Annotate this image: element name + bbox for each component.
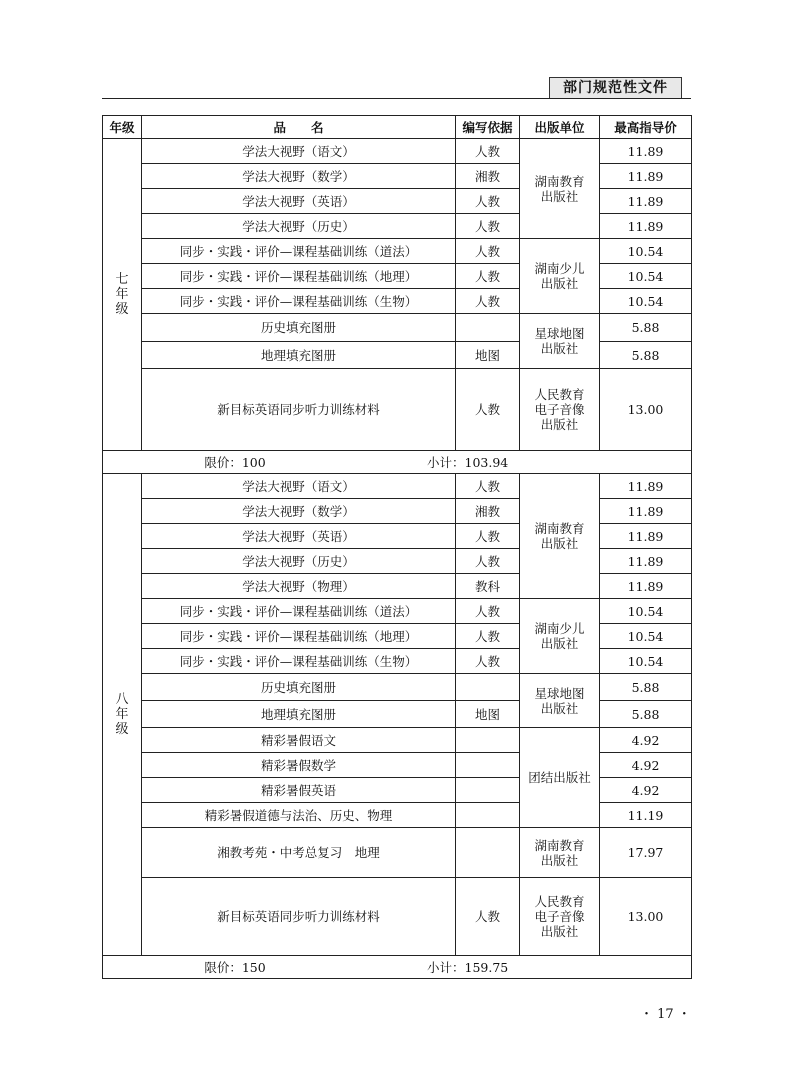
item-name: 同步・实践・评价—课程基础训练（道法）: [142, 239, 456, 264]
publisher-cell: 湖南教育 出版社: [520, 139, 600, 239]
table-header-row: [103, 116, 692, 139]
item-price: 13.00: [600, 369, 692, 451]
item-name: 学法大视野（英语）: [142, 189, 456, 214]
table-row: [103, 499, 692, 524]
item-price: 11.89: [600, 214, 692, 239]
item-name: 同步・实践・评价—课程基础训练（生物）: [142, 289, 456, 314]
item-basis: 湘教: [456, 499, 520, 524]
item-name: 新目标英语同步听力训练材料: [142, 878, 456, 956]
item-basis: [456, 778, 520, 803]
item-name: 学法大视野（历史）: [142, 214, 456, 239]
table-row: [103, 828, 692, 878]
item-basis: 人教: [456, 239, 520, 264]
item-price: 5.88: [600, 701, 692, 728]
table-row: [103, 264, 692, 289]
item-name: 湘教考苑・中考总复习 地理: [142, 828, 456, 878]
item-basis: 地图: [456, 342, 520, 369]
publisher-cell: 星球地图 出版社: [520, 314, 600, 369]
item-name: 精彩暑假道德与法治、历史、物理: [142, 803, 456, 828]
item-price: 10.54: [600, 649, 692, 674]
item-basis: 人教: [456, 599, 520, 624]
grade-8-label: 八 年 级: [103, 474, 142, 956]
item-price: 13.00: [600, 878, 692, 956]
item-basis: 人教: [456, 264, 520, 289]
grade-7-subtotal: 小计：103.94: [427, 454, 509, 470]
header-publisher: 出版单位: [520, 116, 600, 139]
table-row: [103, 289, 692, 314]
grade-8-subtotal: 小计：159.75: [427, 959, 509, 975]
item-name: 同步・实践・评价—课程基础训练（生物）: [142, 649, 456, 674]
publisher-cell: 人民教育 电子音像 出版社: [520, 369, 600, 451]
header-price: 最高指导价: [600, 116, 692, 139]
item-basis: 人教: [456, 289, 520, 314]
publisher-cell: 团结出版社: [520, 728, 600, 828]
publisher-cell: 湖南教育 出版社: [520, 474, 600, 599]
item-price: 4.92: [600, 753, 692, 778]
item-price: 4.92: [600, 778, 692, 803]
grade-8-summary-row: [103, 956, 692, 979]
item-name: 历史填充图册: [142, 314, 456, 342]
item-price: 10.54: [600, 599, 692, 624]
item-name: 新目标英语同步听力训练材料: [142, 369, 456, 451]
grade-7-summary-row: [103, 451, 692, 474]
table-row: [103, 599, 692, 624]
item-name: 同步・实践・评价—课程基础训练（道法）: [142, 599, 456, 624]
item-basis: 人教: [456, 878, 520, 956]
table-row: [103, 649, 692, 674]
item-basis: 湘教: [456, 164, 520, 189]
item-basis: [456, 674, 520, 701]
table-row: [103, 189, 692, 214]
publisher-cell: 人民教育 电子音像 出版社: [520, 878, 600, 956]
price-table: [102, 115, 692, 979]
item-basis: 人教: [456, 524, 520, 549]
item-basis: [456, 753, 520, 778]
item-basis: 人教: [456, 189, 520, 214]
item-name: 历史填充图册: [142, 674, 456, 701]
item-name: 精彩暑假语文: [142, 728, 456, 753]
table-row: [103, 878, 692, 956]
item-price: 11.89: [600, 524, 692, 549]
item-name: 学法大视野（物理）: [142, 574, 456, 599]
item-name: 同步・实践・评价—课程基础训练（地理）: [142, 624, 456, 649]
table-row: [103, 674, 692, 701]
item-name: 学法大视野（英语）: [142, 524, 456, 549]
item-price: 11.89: [600, 499, 692, 524]
table-row: [103, 574, 692, 599]
item-name: 地理填充图册: [142, 342, 456, 369]
publisher-cell: 湖南少儿 出版社: [520, 239, 600, 314]
grade-8-summary: [103, 956, 692, 979]
item-basis: [456, 728, 520, 753]
item-price: 10.54: [600, 624, 692, 649]
header-rule: [102, 98, 691, 99]
grade-8-limit: 限价：150: [204, 959, 266, 975]
item-price: 10.54: [600, 289, 692, 314]
item-price: 11.89: [600, 164, 692, 189]
item-basis: 人教: [456, 624, 520, 649]
item-basis: 人教: [456, 139, 520, 164]
item-name: 地理填充图册: [142, 701, 456, 728]
item-price: 10.54: [600, 264, 692, 289]
item-name: 学法大视野（历史）: [142, 549, 456, 574]
item-price: 5.88: [600, 674, 692, 701]
item-basis: 地图: [456, 701, 520, 728]
item-price: 4.92: [600, 728, 692, 753]
item-basis: 人教: [456, 369, 520, 451]
header-grade: 年级: [103, 116, 142, 139]
grade-7-limit: 限价：100: [204, 454, 266, 470]
item-basis: [456, 828, 520, 878]
page-number: ・ 17 ・: [640, 1007, 691, 1022]
item-price: 11.89: [600, 474, 692, 499]
item-name: 学法大视野（数学）: [142, 164, 456, 189]
item-basis: 人教: [456, 549, 520, 574]
item-price: 5.88: [600, 314, 692, 342]
item-name: 同步・实践・评价—课程基础训练（地理）: [142, 264, 456, 289]
table-row: [103, 314, 692, 342]
table-row: [103, 778, 692, 803]
table-row: [103, 803, 692, 828]
item-price: 11.89: [600, 189, 692, 214]
table-row: [103, 474, 692, 499]
item-price: 11.89: [600, 549, 692, 574]
item-price: 11.19: [600, 803, 692, 828]
table-row: [103, 369, 692, 451]
publisher-cell: 星球地图 出版社: [520, 674, 600, 728]
publisher-cell: 湖南教育 出版社: [520, 828, 600, 878]
table-row: [103, 524, 692, 549]
grade-7-label: 七 年 级: [103, 139, 142, 451]
item-basis: 教科: [456, 574, 520, 599]
section-label: 部门规范性文件: [549, 77, 682, 99]
item-name: 学法大视野（语文）: [142, 139, 456, 164]
item-price: 11.89: [600, 139, 692, 164]
header-name: 品 名: [142, 116, 456, 139]
table-row: [103, 164, 692, 189]
item-basis: [456, 803, 520, 828]
publisher-cell: 湖南少儿 出版社: [520, 599, 600, 674]
table-row: [103, 214, 692, 239]
item-basis: 人教: [456, 474, 520, 499]
item-price: 11.89: [600, 574, 692, 599]
item-price: 5.88: [600, 342, 692, 369]
header-basis: 编写依据: [456, 116, 520, 139]
item-basis: 人教: [456, 214, 520, 239]
item-price: 10.54: [600, 239, 692, 264]
table-row: [103, 701, 692, 728]
table-row: [103, 549, 692, 574]
table-row: [103, 728, 692, 753]
table-row: [103, 239, 692, 264]
table-row: [103, 139, 692, 164]
item-name: 学法大视野（语文）: [142, 474, 456, 499]
item-basis: [456, 314, 520, 342]
grade-7-summary: [103, 451, 692, 474]
item-name: 精彩暑假英语: [142, 778, 456, 803]
table-row: [103, 342, 692, 369]
item-price: 17.97: [600, 828, 692, 878]
item-name: 精彩暑假数学: [142, 753, 456, 778]
table-row: [103, 753, 692, 778]
item-name: 学法大视野（数学）: [142, 499, 456, 524]
table-row: [103, 624, 692, 649]
item-basis: 人教: [456, 649, 520, 674]
